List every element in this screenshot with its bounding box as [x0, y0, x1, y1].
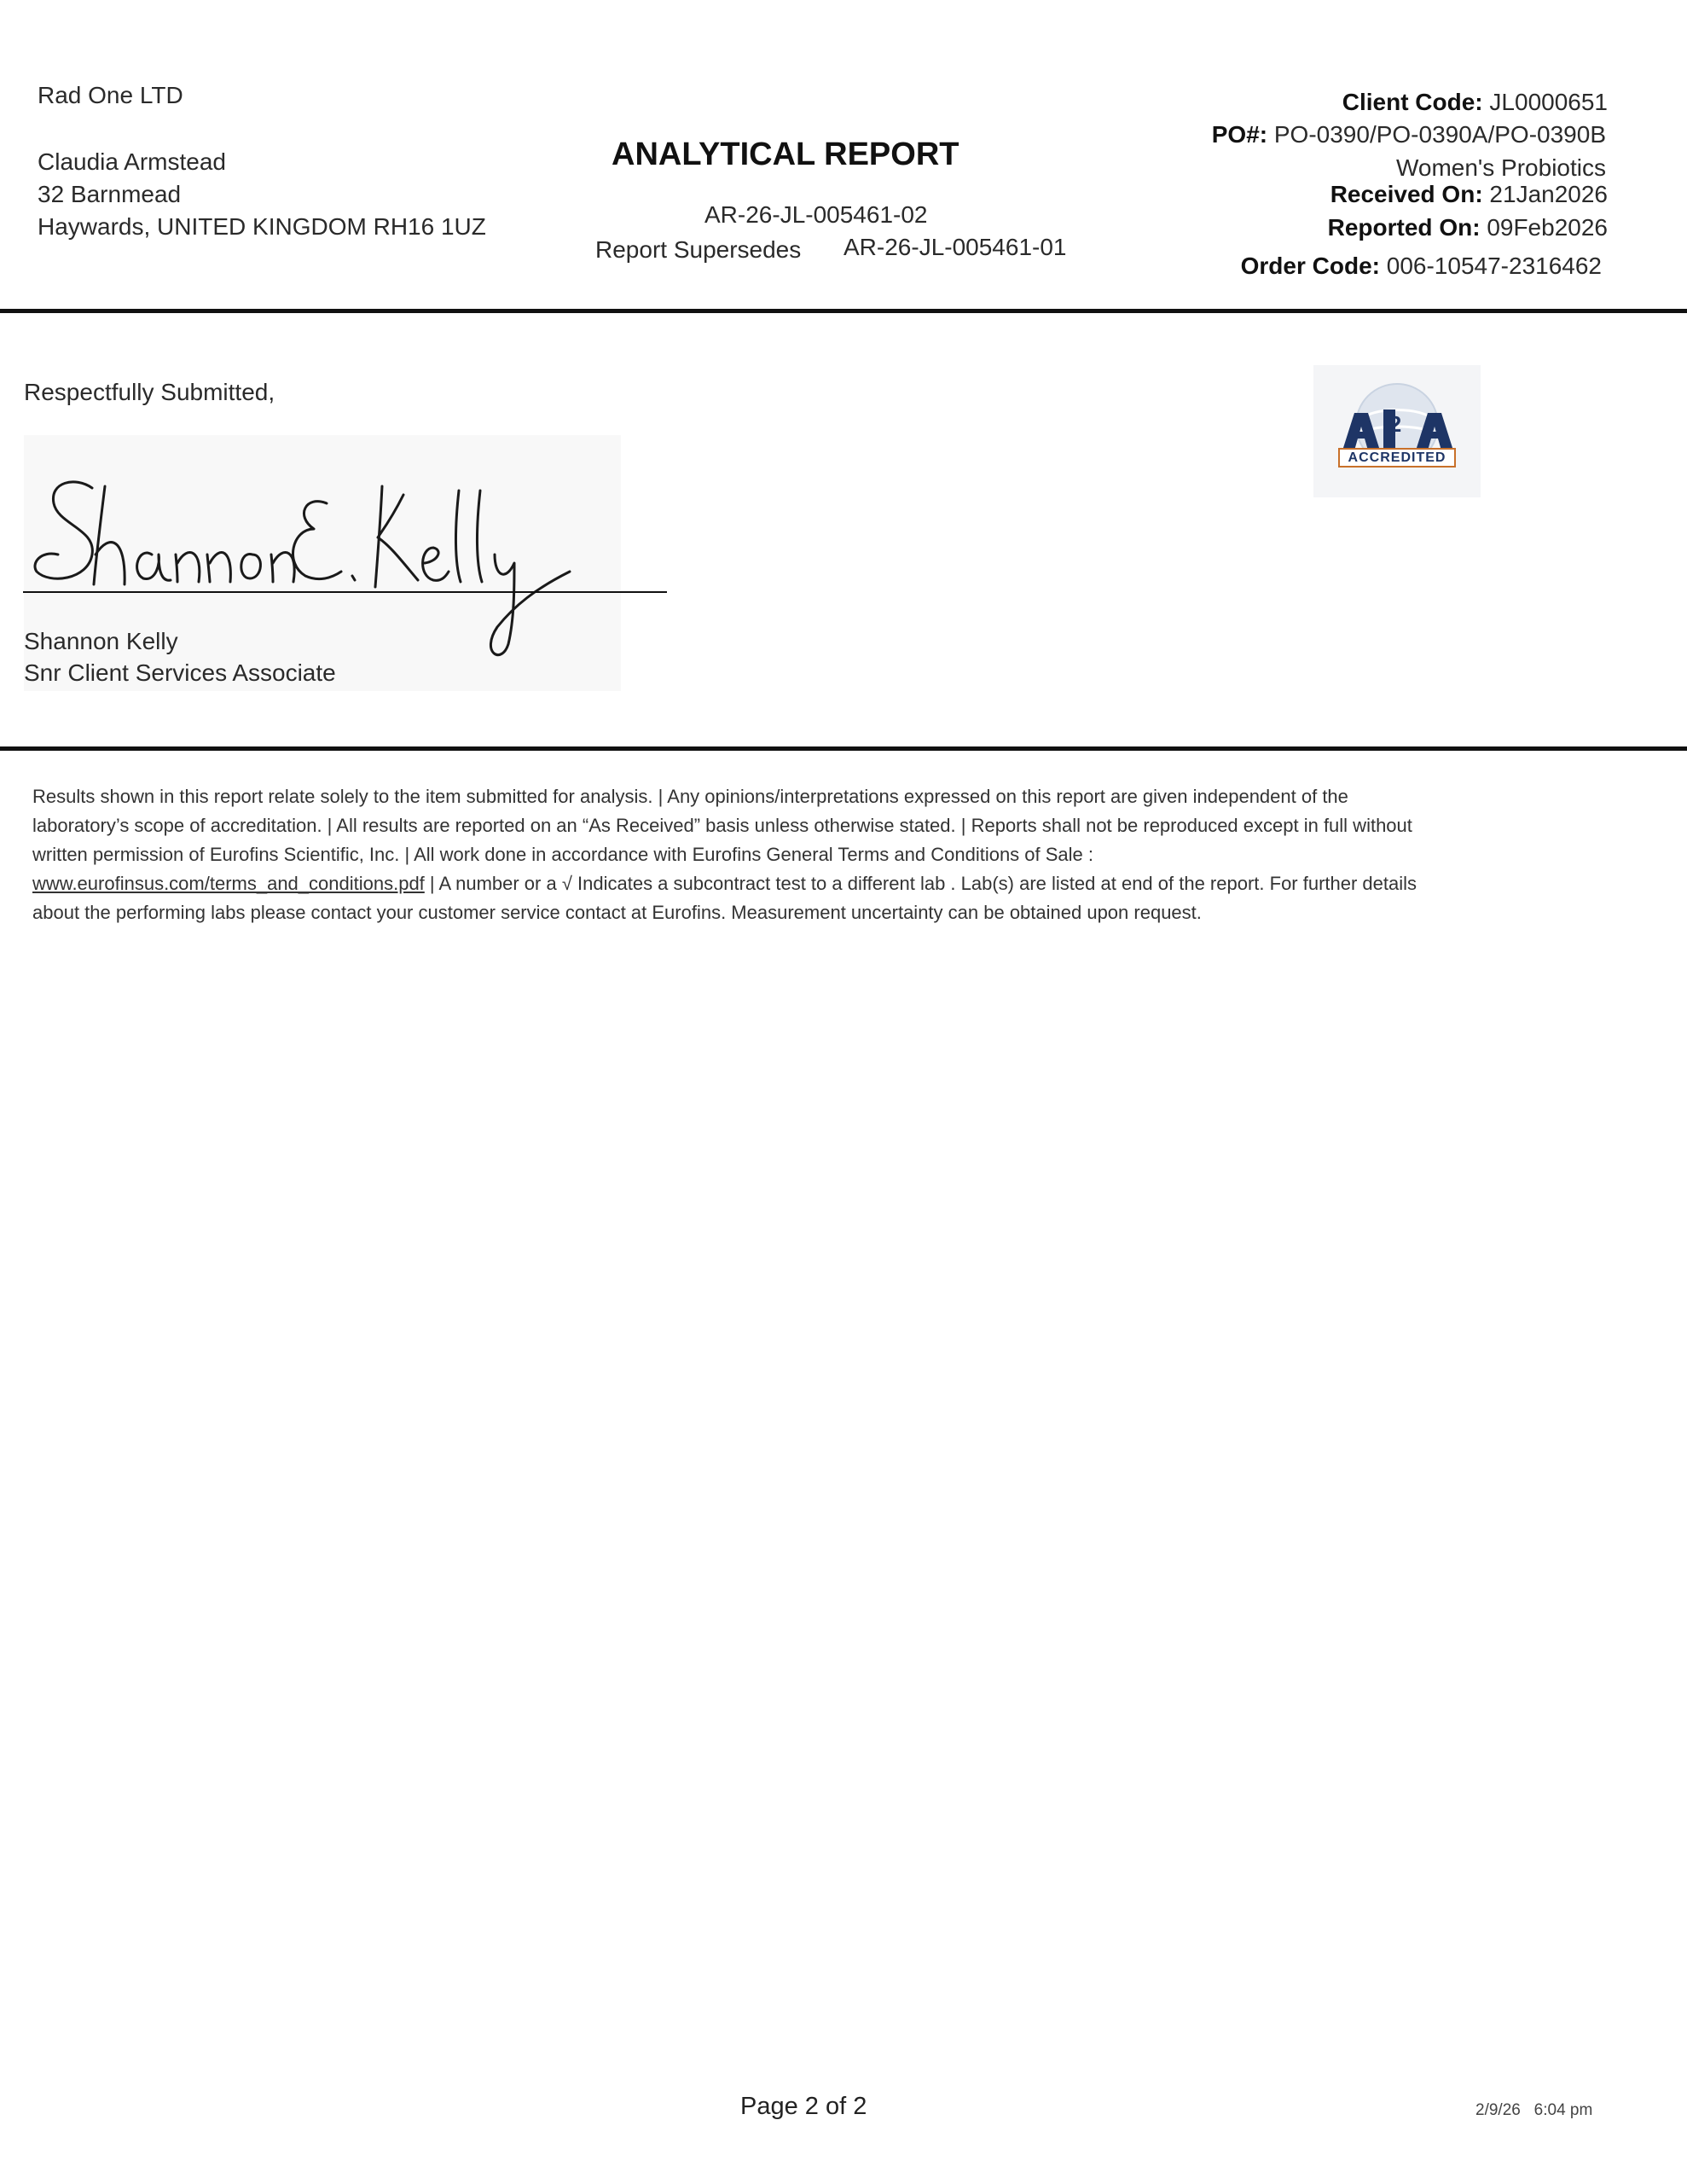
client-code-value: JL0000651: [1489, 89, 1608, 115]
client-city: Haywards, UNITED KINGDOM RH16 1UZ: [38, 213, 486, 240]
order-code-value: 006-10547-2316462: [1386, 253, 1602, 279]
client-street: 32 Barnmead: [38, 181, 182, 207]
print-date: 2/9/26: [1475, 2101, 1521, 2119]
salutation: Respectfully Submitted,: [24, 379, 275, 405]
supersedes-label: Report Supersedes: [595, 236, 802, 263]
a2la-accredited-logo: [1313, 365, 1481, 497]
disclaimer-part-1: Results shown in this report relate solely to the item submitted for analysis. | Any opinions/interpretations expressed on this report are given independent of the laboratory’s scope of accreditation. | All results are reported on an “As Received” basis unless otherwise stated. | Reports shall not be reproduced except in full without written permission of Eurofins Scientific, Inc. | All work done in accordance with Eurofins General Terms and Conditions of Sale :: [32, 786, 1412, 865]
client-contact: Claudia Armstead: [38, 148, 227, 175]
page-number: Page 2 of 2: [740, 2093, 867, 2120]
reported-value: 09Feb2026: [1487, 214, 1608, 241]
received-row: [1330, 181, 1608, 208]
client-code-label: Client Code:: [1342, 89, 1483, 115]
po-label: PO#:: [1211, 121, 1268, 148]
disclaimer-text: [32, 782, 1448, 927]
report-title: ANALYTICAL REPORT: [612, 136, 959, 172]
order-code-row: [1241, 253, 1602, 280]
print-timestamp: [1475, 2101, 1592, 2120]
client-company: Rad One LTD: [38, 82, 183, 108]
po-value: PO-0390/PO-0390A/PO-0390B: [1273, 121, 1606, 148]
a2la-logo-icon: [1313, 365, 1481, 497]
report-number: AR-26-JL-005461-02: [704, 201, 928, 228]
reported-row: [1328, 214, 1608, 241]
svg-text:2: 2: [1388, 411, 1402, 437]
terms-link[interactable]: www.eurofinsus.com/terms_and_conditions.pdf: [32, 873, 425, 894]
client-code-row: [1342, 89, 1608, 116]
received-value: 21Jan2026: [1489, 181, 1608, 207]
signer-title: Snr Client Services Associate: [24, 659, 336, 686]
accredited-badge-label: ACCREDITED: [1348, 450, 1446, 465]
signer-name: Shannon Kelly: [24, 628, 178, 654]
header-divider: [0, 309, 1687, 313]
reported-label: Reported On:: [1327, 214, 1481, 241]
order-code-label: Order Code:: [1240, 253, 1380, 279]
supersedes-number: AR-26-JL-005461-01: [844, 234, 1067, 260]
disclaimer-part-2: | A number or a √ Indicates a subcontract test to a different lab . Lab(s) are listed at end of the report. For further details about the performing labs please contact your customer service contact at Eurofins. Measurement uncertainty can be obtained upon request.: [32, 873, 1417, 923]
print-time: 6:04 pm: [1533, 2101, 1593, 2119]
signature-line: [23, 591, 667, 593]
product-name: Women's Probiotics: [1395, 154, 1606, 181]
received-label: Received On:: [1330, 181, 1483, 207]
signature-divider: [0, 746, 1687, 751]
po-row: [1212, 121, 1606, 148]
